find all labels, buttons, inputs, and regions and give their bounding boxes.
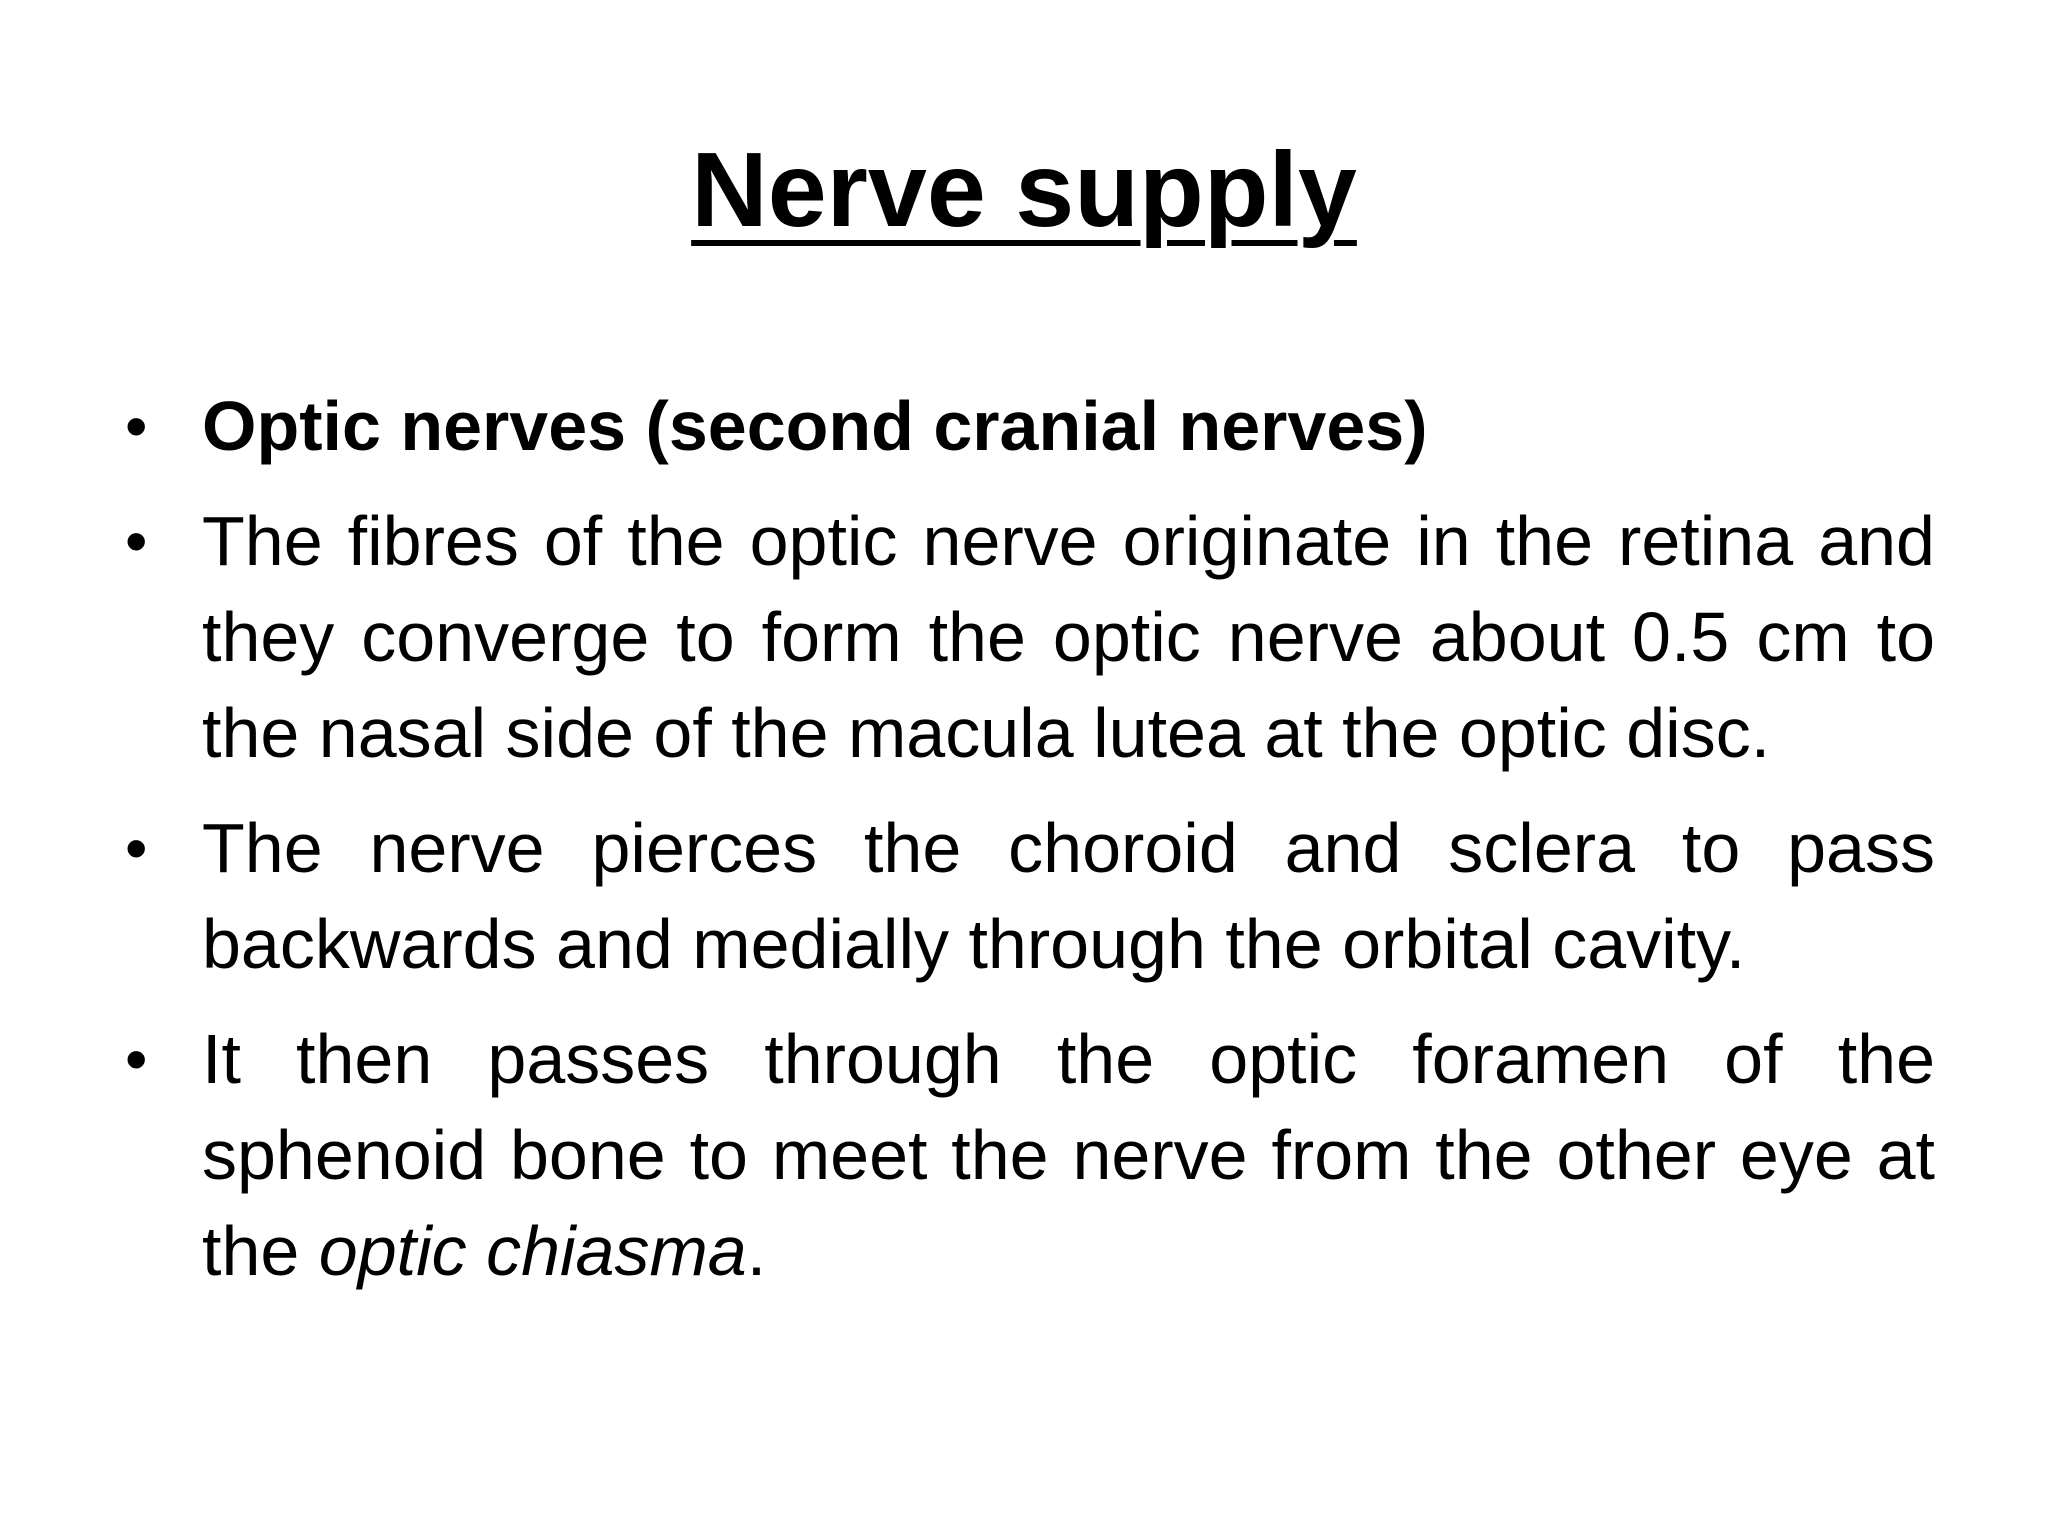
bullet-item-fibres xyxy=(125,493,1935,781)
bullet-text-end: . xyxy=(746,1212,767,1290)
bullet-icon: • xyxy=(125,1023,148,1095)
bullet-icon: • xyxy=(125,390,148,462)
bullet-text: The fibres of the optic nerve originate in the retina and they converge to form the optic nerve about 0.5 cm to the nasal side of the macula lutea at the optic disc. xyxy=(202,502,1935,772)
bullet-item-optic-nerves xyxy=(125,378,1935,474)
bullet-text: Optic nerves (second cranial nerves) xyxy=(202,387,1428,465)
bullet-item-pierces xyxy=(125,800,1935,992)
bullet-text xyxy=(202,1011,1935,1299)
bullet-text-italic: optic chiasma xyxy=(318,1212,747,1290)
slide-title-text: Nerve supply xyxy=(691,131,1357,249)
bullet-list xyxy=(125,378,1935,1318)
bullet-icon: • xyxy=(125,812,148,884)
bullet-text-part: It then passes through the optic foramen of the sphenoid bone to meet the nerve from the other eye at the xyxy=(202,1020,1935,1290)
bullet-text: The nerve pierces the choroid and sclera to pass backwards and medially through the orbital cavity. xyxy=(202,809,1935,983)
bullet-icon: • xyxy=(125,505,148,577)
slide-title xyxy=(0,130,2048,252)
bullet-item-foramen xyxy=(125,1011,1935,1299)
